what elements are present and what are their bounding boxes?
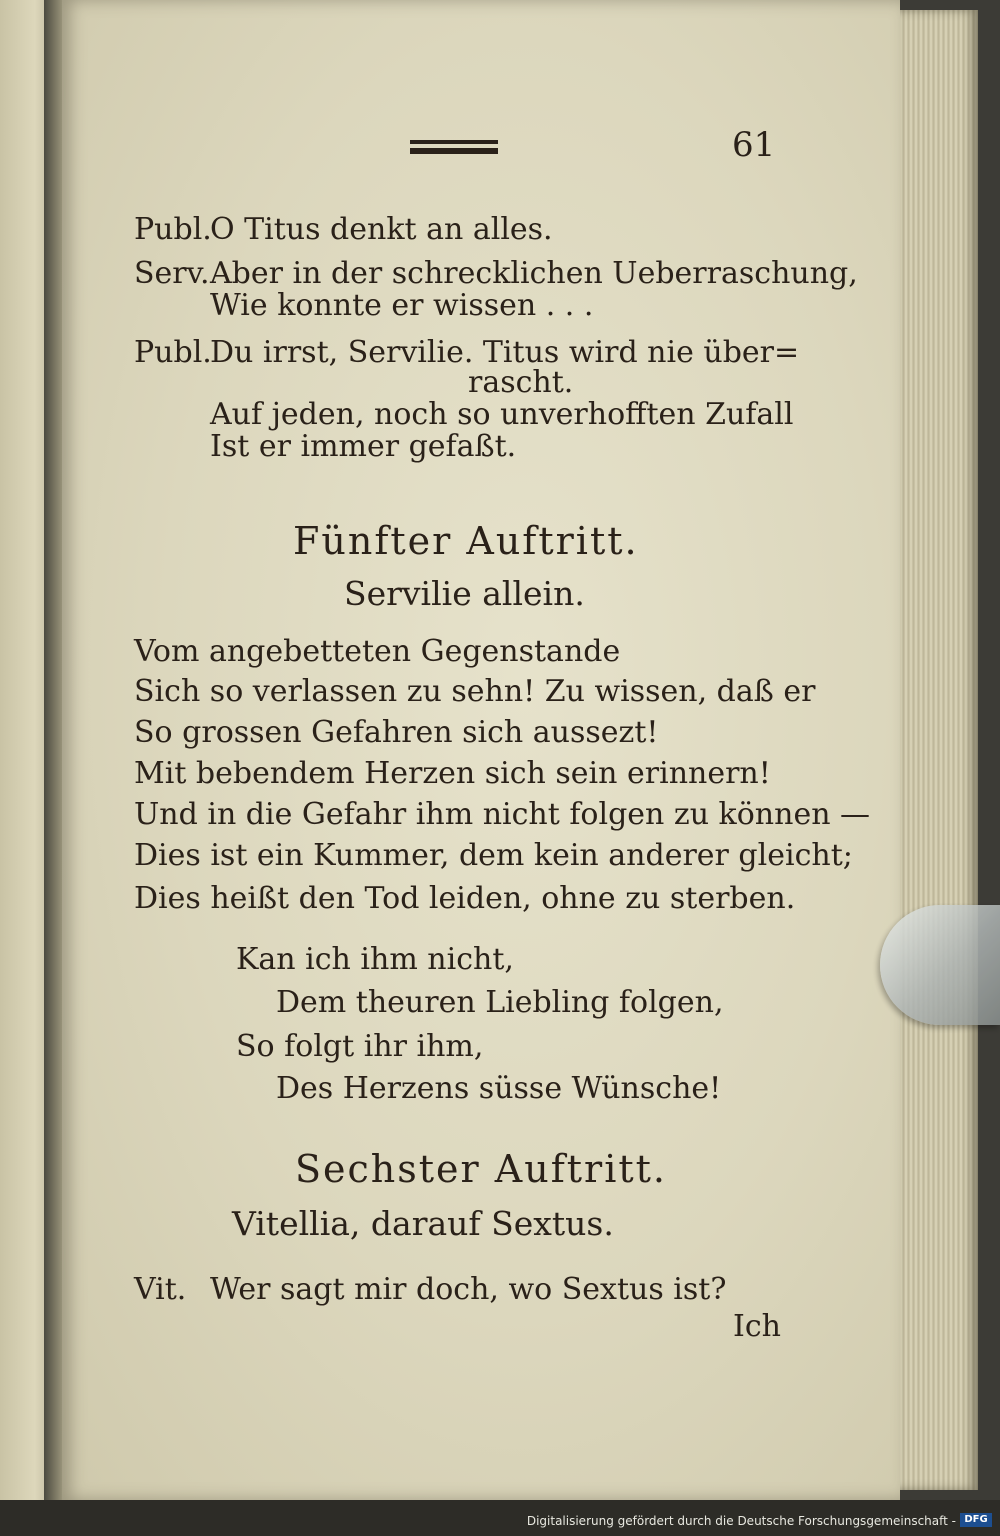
dialogue-text: Wie konnte er wissen . . . — [210, 288, 594, 323]
scene-5-persons: Servilie allein. — [344, 574, 585, 613]
dialogue-text: Du irrst, Servilie. Titus wird nie über= — [210, 335, 800, 370]
monologue-line-1: Vom angebetteten Gegenstande — [134, 634, 621, 669]
dialogue-line-5 — [468, 365, 574, 400]
dialogue-text: rascht. — [468, 365, 574, 400]
header-rule — [410, 140, 498, 154]
aria-line-3: So folgt ihr ihm, — [236, 1029, 484, 1064]
catchword: Ich — [733, 1309, 781, 1344]
aria-line-2: Dem theuren Liebling folgen, — [276, 985, 724, 1020]
page-number: 61 — [732, 125, 776, 165]
speaker-label: Publ. — [134, 212, 212, 247]
footer-credit: Digitalisierung gefördert durch die Deutsche Forschungsgemeinschaft - — [526, 1514, 956, 1528]
speaker-label: Vit. — [134, 1272, 187, 1307]
dialogue-line-2 — [134, 256, 858, 291]
dialogue-text: O Titus denkt an alles. — [210, 212, 553, 247]
monologue-line-3: So grossen Gefahren sich aussezt! — [134, 715, 659, 750]
scene-6-persons: Vitellia, darauf Sextus. — [232, 1204, 614, 1243]
monologue-line-7: Dies heißt den Tod leiden, ohne zu sterben. — [134, 881, 796, 916]
aria-line-4: Des Herzens süsse Wünsche! — [276, 1071, 722, 1106]
dialogue-line-7 — [134, 429, 517, 464]
dfg-logo: DFG — [960, 1513, 992, 1527]
aria-line-1: Kan ich ihm nicht, — [236, 942, 514, 977]
page-holder-clip — [880, 905, 1000, 1025]
dialogue-text: Auf jeden, noch so unverhofften Zufall — [210, 397, 794, 432]
dialogue-text: Aber in der schrecklichen Ueberraschung, — [210, 256, 858, 291]
scene-6-title: Sechster Auftritt. — [295, 1147, 667, 1191]
dialogue-line-3 — [134, 288, 594, 323]
monologue-line-4: Mit bebendem Herzen sich sein erinnern! — [134, 756, 771, 791]
monologue-line-5: Und in die Gefahr ihm nicht folgen zu können — — [134, 797, 871, 832]
page-block-edges — [900, 10, 978, 1490]
speaker-label: Publ. — [134, 335, 212, 370]
dialogue-line-4 — [134, 335, 800, 370]
speaker-label: Serv. — [134, 256, 210, 291]
dialogue-line-1 — [134, 212, 553, 247]
monologue-line-2: Sich so verlassen zu sehn! Zu wissen, daß er — [134, 674, 816, 709]
monologue-line-6: Dies ist ein Kummer, dem kein anderer gleicht; — [134, 838, 853, 873]
dialogue-text: Wer sagt mir doch, wo Sextus ist? — [210, 1272, 727, 1307]
dialogue-line-6 — [134, 397, 794, 432]
dialogue-text: Ist er immer gefaßt. — [210, 429, 517, 464]
scene-5-title: Fünfter Auftritt. — [293, 519, 639, 563]
scene-6-dialogue — [134, 1272, 727, 1307]
